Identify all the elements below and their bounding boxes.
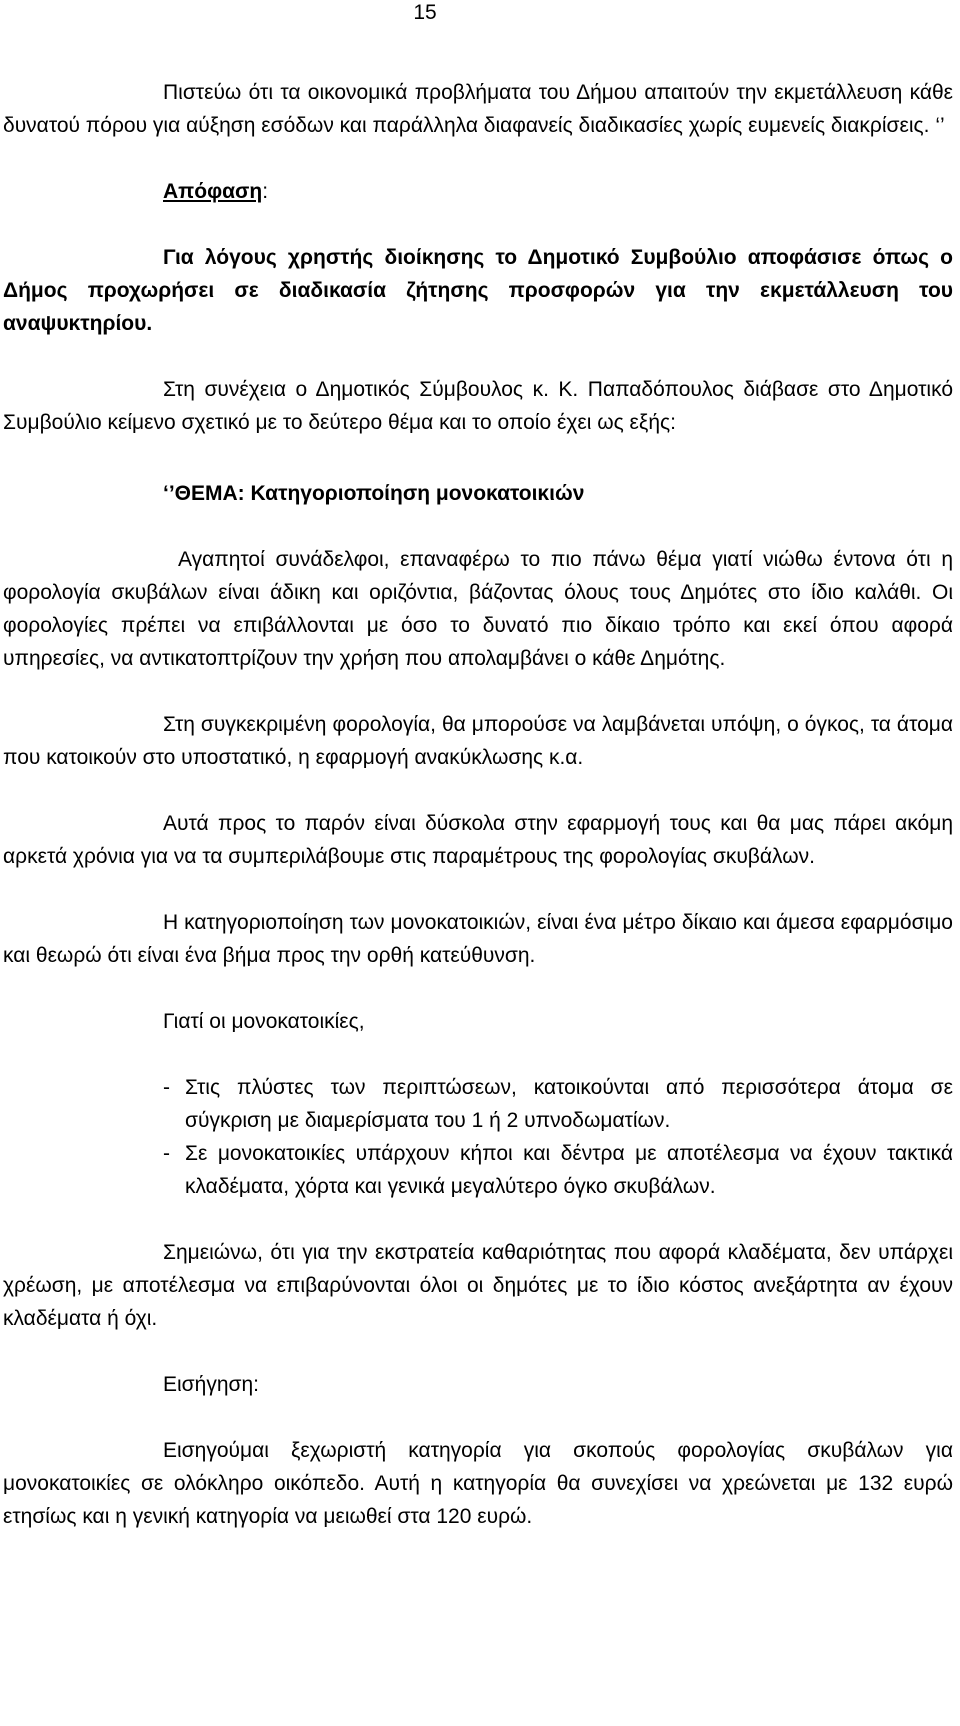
decision-label: Απόφαση bbox=[163, 180, 263, 203]
reason-text: Σε μονοκατοικίες υπάρχουν κήποι και δέντρα με αποτέλεσμα να έχουν τακτικά κλαδέματα, χόρτα και γενικά μεγαλύτερο όγκο σκυβάλων. bbox=[185, 1142, 953, 1198]
why-detached-houses-label: Γιατί οι μονοκατοικίες, bbox=[163, 1010, 365, 1033]
proposal-label: Εισήγηση: bbox=[163, 1373, 259, 1396]
page-number: 15 bbox=[413, 1, 437, 24]
paragraph-proposal: Εισηγούμαι ξεχωριστή κατηγορία για σκοπούς φορολογίας σκυβάλων για μονοκατοικίες σε ολόκληρο οικόπεδο. Αυτή η κατηγορία θα συνεχίσει να χρεώνεται με 132 ευρώ ετησίως και η γενική κατηγορία να μειωθεί στα 120 ευρώ. bbox=[3, 1439, 953, 1528]
reason-item bbox=[3, 1137, 953, 1203]
decision-text: Για λόγους χρηστής διοίκησης το Δημοτικό Συμβούλιο αποφάσισε όπως ο Δήμος προχωρήσει σε διαδικασία ζήτησης προσφορών για την εκμετάλλευση του αναψυκτηρίου. bbox=[3, 246, 953, 335]
paragraph-cleaning-campaign: Σημειώνω, ότι για την εκστρατεία καθαριότητας που αφορά κλαδέματα, δεν υπάρχει χρέωση, με αποτέλεσμα να επιβαρύνονται όλοι οι δημότες με το ίδιο κόστος ανεξάρτητα αν έχουν κλαδέματα ή όχι. bbox=[3, 1241, 953, 1330]
paragraph-financial-problems: Πιστεύω ότι τα οικονομικά προβλήματα του Δήμου απαιτούν την εκμετάλλευση κάθε δυνατού πόρου για αύξηση εσόδων και παράλληλα διαφανείς διαδικασίες χωρίς ευμενείς διακρίσεις. ‘’ bbox=[3, 81, 953, 137]
reason-item bbox=[3, 1071, 953, 1137]
decision-colon: : bbox=[262, 180, 269, 203]
theme-title: ‘’ΘΕΜΑ: Κατηγοριοποίηση μονοκατοικιών bbox=[163, 482, 585, 505]
paragraph-categorization-fair: Η κατηγοριοποίηση των μονοκατοικιών, είναι ένα μέτρο δίκαιο και άμεσα εφαρμόσιμο και θεωρώ ότι είναι ένα βήμα προς την ορθή κατεύθυνση. bbox=[3, 911, 953, 967]
paragraph-dear-colleagues: Αγαπητοί συνάδελφοι, επαναφέρω το πιο πάνω θέμα γιατί νιώθω έντονα ότι η φορολογία σκυβάλων είναι άδικη και οριζόντια, βάζοντας όλους τους Δημότες στο ίδιο καλάθι. Οι φορολογίες πρέπει να επιβάλλονται με όσο το δυνατό πιο δίκαιο τρόπο και εκεί όπου αφορά υπηρεσίες, να αντικατοπτρίζουν την χρήση που απολαμβάνει ο κάθε Δημότης. bbox=[3, 548, 953, 670]
dash-marker: - bbox=[163, 1142, 170, 1165]
paragraph-specific-tax: Στη συγκεκριμένη φορολογία, θα μπορούσε να λαμβάνεται υπόψη, ο όγκος, τα άτομα που κατοικούν στο υποστατικό, η εφαρμογή ανακύκλωσης κ.α. bbox=[3, 713, 953, 769]
decision-heading bbox=[3, 175, 953, 208]
paragraph-councillor-reading: Στη συνέχεια ο Δημοτικός Σύμβουλος κ. Κ. Παπαδόπουλος διάβασε στο Δημοτικό Συμβούλιο κείμενο σχετικό με το δεύτερο θέμα και το οποίο έχει ως εξής: bbox=[3, 378, 953, 434]
document-body bbox=[3, 76, 953, 1533]
reason-text: Στις πλύστες των περιπτώσεων, κατοικούνται από περισσότερα άτομα σε σύγκριση με διαμερίσματα του 1 ή 2 υπνοδωματίων. bbox=[185, 1076, 953, 1132]
paragraph-difficult-application: Αυτά προς το παρόν είναι δύσκολα στην εφαρμογή τους και θα μας πάρει ακόμη αρκετά χρόνια για να τα συμπεριλάβουμε στις παραμέτρους της φορολογίας σκυβάλων. bbox=[3, 812, 953, 868]
dash-marker: - bbox=[163, 1076, 170, 1099]
reasons-list bbox=[3, 1071, 953, 1203]
